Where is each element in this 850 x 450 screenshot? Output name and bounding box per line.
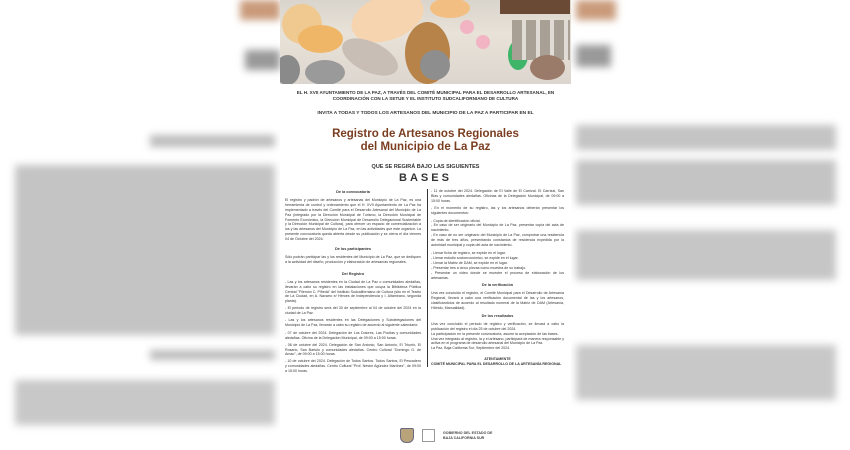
intro-text: EL H. XVII AYUNTAMIENTO DE LA PAZ, A TRAVÉS DEL COMITÉ MUNICIPAL PARA EL DESARROLLO ARTESANAL, EN COORDINACIÓN CON LA SETUE Y EL INSTITUTO SUDCALIFORNIANO DE CULTURA [296, 90, 555, 101]
paragraph-registro-6: - 10 de octubre del 2024. Delegación de Todos Santos. Todos Santos, El Pescadero y comunidades aledañas. Centro Cultural "Prof. Néstor Agúndez Martínez", de 09:00 a 15:00 horas. [285, 359, 421, 374]
paragraph-resultados-1: Una vez concluido el periodo de registro y verificación, se llevará a cabo la publicación del registro el día 25 de octubre del 2024. [431, 321, 564, 331]
doc-item-1: - Copia de identificación oficial. [431, 218, 481, 223]
paragraph-momento: - En el momento de su registro, las y los artesanos deberán presentar los siguientes documentos: [431, 205, 564, 215]
date-line: La Paz, Baja California Sur, Septiembre del 2024. [431, 346, 511, 351]
poster [280, 0, 571, 450]
right-column [427, 189, 564, 367]
paragraph-registro-4: - 07 de octubre del 2024. Delegación de Los Dolores, Las Pocitas y comunidades aledañas. Oficina de la Delegación Municipal, de 09:00 a 15:00 horas. [285, 330, 421, 340]
doc-item-2: - En caso de ser originario del Municipio de La Paz, presentar copia del acta de nacimiento. [431, 223, 564, 233]
atentamente-label: ATENTAMENTE [484, 357, 511, 362]
regira-text: QUE SE REGIRÁ BAJO LAS SIGUIENTES [371, 164, 480, 170]
paragraph-registro-1: - Las y los artesanos residentes en la Ciudad de La Paz o comunidades aledañas, llevarán a cabo su registro en las instalaciones que ocupa la Biblioteca Pública Central "Filemón C. Piñeda" del Instituto Sudcaliforniano de Cultura (sito en el Teatro de La Ciudad, en A. Navarro e/ Héroes de Independencia y I. Altamirano, segunda planta). [285, 279, 421, 304]
doc-item-8: - Presentar un video donde se muestre el proceso de elaboración de los artesanías. [431, 270, 564, 280]
bcs-government-logo-icon [422, 429, 435, 442]
heading-verificacion: De la verificación [481, 283, 514, 288]
doc-item-7: - Presentar tres a cinco piezas como muestra de su trabajo. [431, 265, 527, 270]
paragraph-resultados-3: Una vez integrado al registro, la y el artesano, participará de manera responsable y activa en el programa de desarrollo artesanal del Municipio de La Paz. [431, 336, 564, 346]
footer-logos [400, 428, 492, 443]
blurred-background-right [571, 0, 850, 450]
doc-item-3: - En caso de no ser originario del Municipio de La Paz, comprobar una residencia de más de tres años, presentando constancia de residencia expedida por la autoridad municipal y copia del acta de nacimiento. [431, 233, 564, 248]
paragraph-verificacion: Una vez concluido el registro, el Comité Municipal para el Desarrollo de Artesanía Regional, llevará a cabo una verificación documental de las y los artesanos, clasificándolos de acuerdo al resultado numeral de la Matriz de DAM (Artesanía, Híbrido, Manualidad). [431, 291, 564, 311]
artisan-crafts-photo [280, 0, 571, 84]
paragraph-participantes: Sólo podrán participar las y los residentes del Municipio de La Paz, que se dediquen a la actividad del diseño, producción y elaboración de artesanías regionales. [285, 254, 421, 264]
title-line-2: del Municipio de La Paz [360, 141, 491, 153]
paragraph-registro-2: - El periodo de registro será del 30 de septiembre al 04 de octubre del 2024 en la ciudad de La Paz. [285, 306, 421, 316]
paragraph-resultados-2: La participación en la presente convocatoria, asume la aceptación de las bases. [431, 331, 559, 336]
doc-item-5: - Llenar estudio socioeconómico, se expide en el lugar. [431, 255, 519, 260]
paragraph-registro-3: - Las y los artesanos residentes en las Delegaciones y Subdelegaciones del Municipio de La Paz, llevarán a cabo su registro de acuerdo al siguiente calendario: [285, 318, 421, 327]
invite-text: INVITA A TODAS Y TODOS LOS ARTESANOS DEL MUNICIPIO DE LA PAZ A PARTICIPAR EN EL [317, 111, 534, 116]
committee-signature: COMITÉ MUNICIPAL PARA EL DESARROLLO DE LA ARTESANÍA REGIONAL [431, 362, 562, 367]
left-column [285, 187, 421, 376]
heading-resultados: De los resultados [481, 313, 514, 318]
paragraph-calendario: - 11 de octubre del 2024. Delegación de El Valle de El Carrizal. El Carrizal, San Blas y comunidades aledañas. Oficinas de la Delegación Municipal, de 09:00 a 15:00 horas. [431, 189, 564, 203]
title-line-1: Registro de Artesanos Regionales [332, 128, 519, 140]
bases-heading: BASES [399, 172, 452, 184]
paragraph-registro-5: - 08 de octubre del 2024. Delegación de San Antonio, San Antonio, El Triunfo, El Rosario, San Bartolo y comunidades aledañas. Centro Cultural "Domingo G. de Amao", de 09:00 a 15:00 horas. [285, 342, 421, 357]
heading-convocatoria: De la convocatoria [336, 190, 370, 194]
bcs-government-label: GOBIERNO DEL ESTADO DE BAJA CALIFORNIA SUR [443, 431, 493, 440]
doc-item-6: - Llenar la Matriz de DAM, se expide en el lugar. [431, 260, 508, 265]
heading-registro: Del Registro [341, 271, 365, 276]
heading-participantes: De los participantes [334, 247, 372, 252]
page-title [280, 128, 571, 154]
la-paz-coat-of-arms-icon [400, 428, 414, 443]
blurred-background-left [0, 0, 280, 450]
paragraph-convocatoria: El registro y padrón de artesanos y artesanas del Municipio de La Paz, es una herramienta de control y ordenamiento que el H. XVII Ayuntamiento de La Paz ha implementado a través del Comité para el Desarrollo Artesanal del Municipio de La Paz (integrado por la Dirección Municipal de Turismo, la Dirección Municipal de Fomento Económico, la Dirección Municipal de Desarrollo Delegacional Sustentable y la Dirección Municipal de Cultura), para ofrecer un espacio de comercialización a los y las artesanos del Municipio de La Paz, en las actividades que este organice. La presente convocatoria queda abierta desde su publicación y se cierra el día viernes 04 de Octubre del 2024. [285, 197, 421, 242]
doc-item-4: - Llenar ficha de registro, se expide en el lugar. [431, 250, 506, 255]
